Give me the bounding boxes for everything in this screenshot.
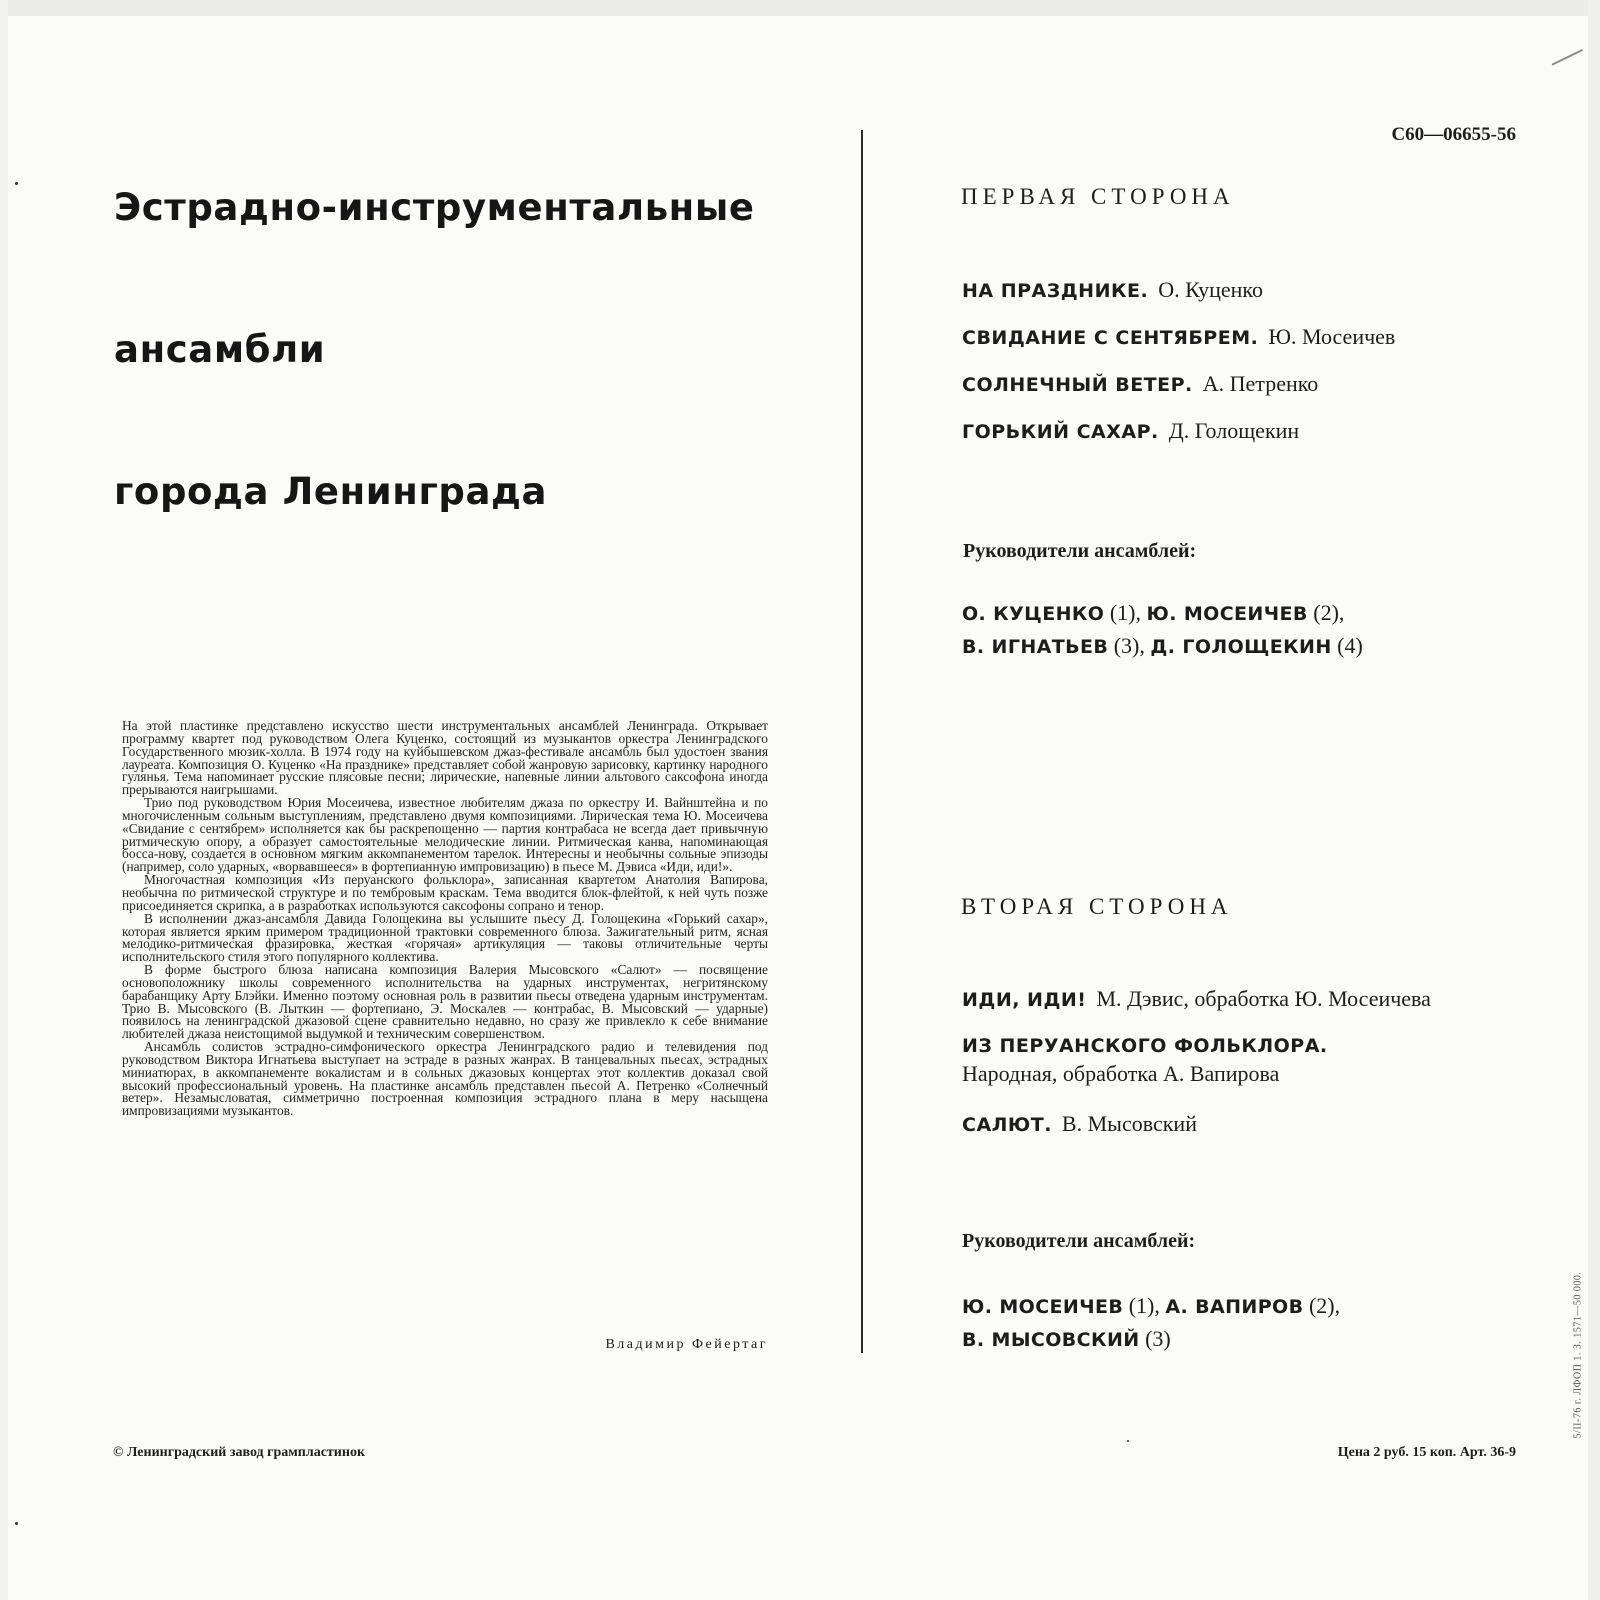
notes-author: Владимир Фейертаг (605, 1337, 768, 1352)
dust-speck (1127, 1440, 1129, 1442)
leader-name: В. ИГНАТЬЕВ (962, 636, 1109, 658)
track-author: В. Мысовский (1061, 1111, 1197, 1136)
side-one-heading: ПЕРВАЯ СТОРОНА (961, 184, 1235, 209)
track-title: ИЗ ПЕРУАНСКОГО ФОЛЬКЛОРА. (962, 1035, 1328, 1057)
side-one-leaders (962, 597, 1363, 663)
side-two-heading: ВТОРАЯ СТОРОНА (961, 894, 1233, 919)
dust-speck (15, 182, 18, 185)
scan-edge-left (0, 0, 8, 1600)
side-one-track (962, 276, 1263, 305)
notes-paragraph: В исполнении джаз-ансамбля Давида Голощекина вы услышите пьесу Д. Голощекина «Горький сахар», которая является ярким примером традиционной трактовки современного блюза. Зажигательный ритм, ясная мелодико-ритмическая фразировка, жесткая «горячая» артикуляция — таковы отличительные черты исполнительского стиля этого популярного коллектива. (122, 910, 768, 965)
side-one-track (962, 417, 1299, 446)
leader-number: (2), (1313, 600, 1345, 625)
track-title: НА ПРАЗДНИКЕ. (962, 280, 1149, 302)
notes-paragraph: Ансамбль солистов эстрадно-симфонического оркестра Ленинградского радио и телевидения под руководством Виктора Игнатьева выступает на эстраде в разных жанрах. В танцевальных пьесах, эстрадных миниатюрах, в аккомпанементе вокалистам и в сольных джазовых концертах этот коллектив доказал свой высокий профессиональный уровень. На пластинке ансамбль представлен пьесой А. Петренко «Солнечный ветер». Незамысловатая, симметрично построенная композиция эстрадного плана в меру насыщена импровизациями музыкантов. (122, 1039, 768, 1119)
leader-name: Д. ГОЛОЩЕКИН (1150, 636, 1332, 658)
notes-paragraph: В форме быстрого блюза написана композиция Валерия Мысовского «Салют» — посвящение основоположнику школы современного исполнительства на ударных инструментах, негритянскому барабанщику Арту Блэйки. Именно поэтому основная роль в развитии пьесы отведена ударным инструментам. Трио В. Мысовского (В. Лыткин — фортепиано, Э. Москалев — контрабас, В. Мысовский — ударные) появилось на ленинградской джазовой сцене сравнительно недавно, но сразу же привлекло к себе внимание любителей джаза неистощимой выдумкой и техническим совершенством. (122, 962, 768, 1042)
side-two-track (962, 985, 1431, 1014)
leader-name: В. МЫСОВСКИЙ (962, 1329, 1140, 1351)
album-title-line-2: ансамбли (114, 328, 326, 371)
side-one-track (962, 370, 1318, 399)
leader-number: (3), (1113, 633, 1145, 658)
leader-number: (1), (1128, 1293, 1160, 1318)
track-author: Д. Голощекин (1168, 418, 1300, 443)
track-title: СВИДАНИЕ С СЕНТЯБРЕМ. (962, 327, 1259, 349)
track-author: Ю. Мосеичев (1268, 324, 1396, 349)
track-author: А. Петренко (1202, 371, 1319, 396)
leader-number: (2), (1308, 1293, 1341, 1318)
dust-speck (15, 1522, 18, 1525)
track-author: М. Дэвис, обработка Ю. Мосеичева (1096, 986, 1431, 1011)
album-title-line-1: Эстрадно-инструментальные (114, 186, 755, 229)
side-one-leaders-heading: Руководители ансамблей: (963, 540, 1197, 562)
leaders-line (962, 630, 1363, 663)
price-label: Цена 2 руб. 15 коп. Арт. 36-9 (1337, 1445, 1516, 1460)
liner-notes (122, 720, 768, 1118)
side-two-leaders-heading: Руководители ансамблей: (962, 1230, 1196, 1252)
leader-name: А. ВАПИРОВ (1165, 1296, 1304, 1318)
print-run-info: 5/II-76 г. ЛФОП 1. З. 1571—50 000. (1572, 1271, 1584, 1439)
leader-name: Ю. МОСЕИЧЕВ (1146, 603, 1308, 625)
track-title: ГОРЬКИЙ САХАР. (962, 421, 1159, 443)
track-title: СОЛНЕЧНЫЙ ВЕТЕР. (962, 374, 1193, 396)
notes-paragraph: Многочастная композиция «Из перуанского фольклора», записанная квартетом Анатолия Вапирова, необычна по ритмической структуре и по тембровым краскам. Тема вводится блок-флейтой, к ней чуть позже присоединяется скрипка, а в разработках используются саксофоны сопрано и тенор. (122, 872, 768, 913)
track-author: О. Куценко (1158, 277, 1263, 302)
leader-name: О. КУЦЕНКО (962, 603, 1105, 625)
leader-name: Ю. МОСЕИЧЕВ (962, 1296, 1124, 1318)
notes-paragraph: На этой пластинке представлено искусство шести инструментальных ансамблей Ленинграда. Открывает программу квартет под руководством Олега Куценко, состоящий из музыкантов оркестра Ленинградского Государственного мюзик-холла. В 1974 году на куйбышевском джаз-фестивале ансамбль был удостоен звания лауреата. Композиция О. Куценко «На празднике» представляет собой жанровую зарисовку, картинку народного гулянья. Тема напоминает русские плясовые песни; лирические, напевные линии альтового саксофона иногда прерываются наигрышами. (122, 718, 768, 798)
album-title-line-3: города Ленинграда (114, 470, 548, 513)
leaders-line (962, 1290, 1340, 1323)
leader-number: (4) (1337, 633, 1363, 658)
track-arrangement: Народная, обработка А. Вапирова (962, 1061, 1280, 1086)
scan-edge-right (1588, 0, 1600, 1600)
side-two-track (962, 1110, 1197, 1139)
leaders-line (962, 597, 1363, 630)
catalog-number: С60—06655-56 (1391, 124, 1516, 145)
track-title: САЛЮТ. (962, 1114, 1052, 1136)
notes-paragraph: Трио под руководством Юрия Мосеичева, известное любителям джаза по оркестру И. Вайнштейна и по многочисленным сольным выступлениям, представлено двумя композициями. Лирическая тема Ю. Мосеичева «Свидание с сентябрем» исполняется как бы раскрепощенно — партия контрабаса не всегда дает привычную ритмическую опору, а образует самостоятельные мелодические линии. Ритмическая канва, напоминающая босса-нову, создается в основном мягким аккомпанементом тарелок. Интересны и необычны сольные эпизоды (например, соло ударных, «ворвавшееся» в фортепианную импровизацию) в пьесе М. Дэвиса «Иди, иди!». (122, 795, 768, 875)
leader-number: (1), (1109, 600, 1142, 625)
leader-number: (3) (1145, 1326, 1171, 1351)
side-two-leaders (962, 1290, 1340, 1356)
column-divider (861, 130, 863, 1353)
track-title: ИДИ, ИДИ! (962, 989, 1087, 1011)
leaders-line (962, 1323, 1340, 1356)
copyright-notice: © Ленинградский завод грампластинок (113, 1445, 366, 1460)
side-two-track (962, 1032, 1328, 1088)
scan-edge-top (0, 0, 1600, 16)
side-one-track (962, 323, 1395, 352)
